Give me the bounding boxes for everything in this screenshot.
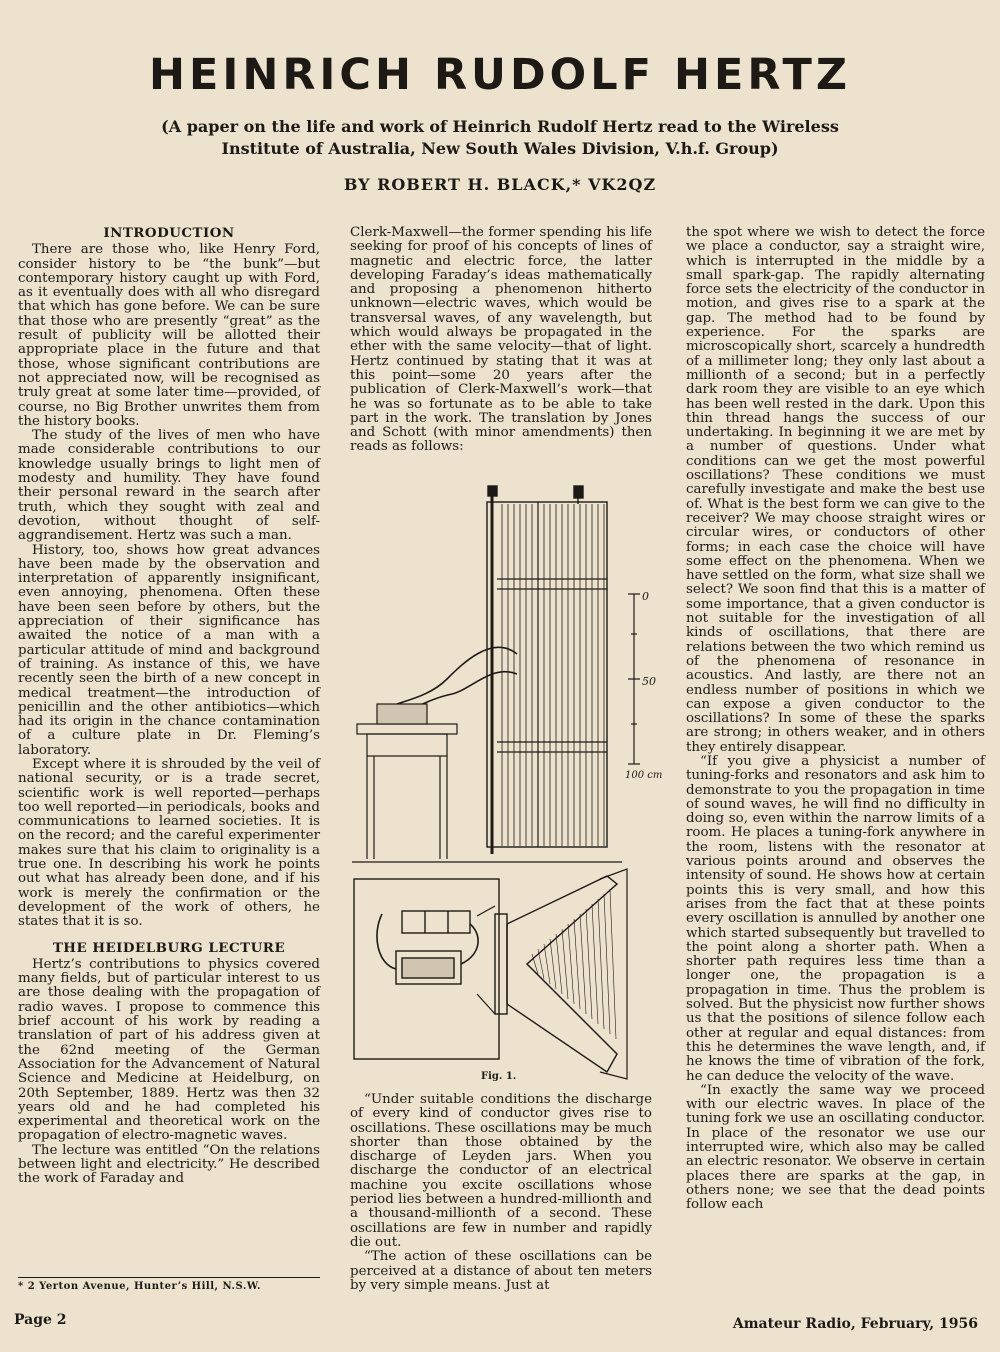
- hatch-line: [586, 909, 592, 1019]
- hatch-line: [538, 949, 544, 979]
- paragraph: The lecture was entitled “On the relations between light and electricity.” He described the work of Faraday and: [18, 1142, 320, 1187]
- paragraph: The study of the lives of men who have made considerable contributions to our knowledge usually brings to light men of modesty and humility. They have found their personal reward in the search after truth, which they sought with zeal and devotion, without thought of self-aggrandisement. Hertz was such a man.: [18, 428, 320, 544]
- reflector-slats: [502, 504, 604, 846]
- paragraph: Hertz’s contributions to physics covered many fields, but of particular interest to us are those dealing with the propagation of radio waves. I propose to commence this brief account of his work by reading a translation of part of his address given at the 62nd meeting of the German Association for the Advancement of Natural Science and Medicine at Heidelburg, on 20th September, 1889. Hertz was then 32 years old and he had completed his experimental and theoretical work on the propagation of electro-magnetic waves.: [18, 956, 320, 1144]
- hatch-line: [598, 899, 604, 1029]
- page-number: Page 2: [14, 1312, 67, 1328]
- scale-label-mid: 50: [642, 675, 656, 688]
- paragraph: History, too, shows how great advances have been made by the observation and interpretation of apparently insignificant, even annoying, phenomena. Often these have been seen before by others, but the appreciation of their significance has awaited the notice of a man with a particular attitude of mind and background of training. As instance of this, we have recently seen the birth of a new concept in medical treatment—the introduction of penicillin and the other antibiotics—which had its origin in the chance contamination of a culture plate in Dr. Fleming’s laboratory.: [18, 542, 320, 758]
- paragraph: “The action of these oscillations can be perceived at a distance of about ten meters by very simple means. Just at: [350, 1249, 652, 1293]
- column-1: [18, 226, 320, 1187]
- hatch-line: [562, 929, 568, 999]
- hatch-line: [580, 914, 586, 1014]
- article-byline: BY ROBERT H. BLACK,* VK2QZ: [343, 175, 657, 194]
- figure-caption: Fig. 1.: [481, 1071, 517, 1082]
- paragraph: “If you give a physicist a number of tuning-forks and resonators and ask him to demonstrate to you the propagation in time of sound waves, he will find no difficulty in doing so, even within the narrow limits of a room. He places a tuning-fork anywhere in the room, listens with the resonator at various points around and observes the intensity of sound. He shows how at certain points this is very small, and how this arises from the fact that at these points every oscillation is annulled by another one which started subsequently but travelled to the point along a shorter path. When a shorter path requires less time than a longer one, the propagation is a propagation in time. Thus the problem is solved. But the physicist now further shows us that the positions of silence follow each other at regular and equal distances: from this he determines the wave length, and, if he knows the time of vibration of the fork, he can deduce the velocity of the wave.: [686, 753, 985, 1084]
- hatch-line: [568, 924, 574, 1004]
- section-heading-lecture: THE HEIDELBURG LECTURE: [52, 939, 286, 956]
- scale-label-bottom: 100 cm: [625, 770, 662, 781]
- column-2-bottom: [350, 1093, 652, 1293]
- hatch-line: [574, 919, 580, 1009]
- reflector-frame: [487, 502, 607, 847]
- paragraph: “In exactly the same way we proceed with our electric waves. In place of the tuning fork we use an oscillating conductor. In place of the resonator we use our interrupted wire, which also may be called an electric resonator. We observe in certain places there are sparks at the gap, in others none; we see that the dead points follow each: [686, 1082, 985, 1213]
- author-footnote: * 2 Yerton Avenue, Hunter’s Hill, N.S.W.: [18, 1277, 320, 1292]
- hatch-line: [604, 894, 610, 1034]
- column-2-top: [350, 226, 652, 455]
- hatch-line: [610, 889, 616, 1039]
- paragraph: the spot where we wish to detect the force we place a conductor, say a straight wire, which is interrupted in the middle by a small spark-gap. The rapidly alternating force sets the electricity of the conductor in motion, and gives rise to a spark at the gap. The method had to be found by experience. For the sparks are microscopically short, scarcely a hundredth of a millimeter long; they only last about a millionth of a second; but in a perfectly dark room they are visible to an eye which has been well rested in the dark. Upon this thin thread hangs the success of our undertaking. In beginning it we are met by a number of questions. Under what conditions can we get the most powerful oscillations? These conditions we must carefully investigate and make the best use of. What is the best form we can give to the receiver? We may choose straight wires or circular wires, or conductors of other forms; in each case the choice will have some effect on the phenomena. When we have settled on the form, what size shall we select? We soon find that this is a matter of some importance, that a given conductor is not suitable for the investigation of all kinds of oscillations, that there are relations between the two which remind us of the phenomena of resonance in acoustics. And lastly, are there not an endless number of positions in which we can expose a given conductor to the oscillations? In some of these the sparks are strong; in others weaker, and in others they entirely disappear.: [686, 225, 985, 755]
- paragraph: Except where it is shrouded by the veil of national security, or is a trade secret, scientific work is well reported—perhaps too well reported—in periodicals, books and communications to learned societies. It is on the record; and the careful experimenter makes sure that his claim to originality is a true one. In describing his work he points out what has already been done, and if his work is merely the confirmation or the development of the work of others, he states that it is so.: [18, 756, 320, 930]
- paragraph: There are those who, like Henry Ford, consider history to be “the bunk”—but contemporary history caught up with Ford, as it eventually does with all who disregard that which has gone before. We can be sure that those who are presently “great” as the result of publicity will be allotted their appropriate place in the future and that those, whose significant contributions are not appreciated now, will be recognised as truly great at some later time—provided, of course, no Big Brother unwrites them from the history books.: [18, 242, 320, 429]
- column-3: [686, 226, 985, 1212]
- reflector-hatching: [532, 889, 616, 1039]
- publication-info: Amateur Radio, February, 1956: [732, 1316, 978, 1332]
- hatch-line: [550, 939, 556, 989]
- hatch-line: [592, 904, 598, 1024]
- article-title: HEINRICH RUDOLF HERTZ: [148, 50, 852, 100]
- figure-1-apparatus-drawing: [352, 484, 662, 1084]
- paragraph: “Under suitable conditions the discharge of every kind of conductor gives rise to oscillations. These oscillations may be much shorter than those obtained by the discharge of Leyden jars. When you discharge the conductor of an electrical machine you excite oscillations whose period lies between a hundred-millionth and a thousand-millionth of a second. These oscillations are few in number and rapidly die out.: [350, 1092, 652, 1250]
- plan-view-drawing: [354, 869, 627, 1079]
- hatch-line: [556, 934, 562, 994]
- paragraph: Clerk-Maxwell—the former spending his life seeking for proof of his concepts of lines of magnetic and electric force, the latter developing Faraday’s ideas mathematically and proposing a phenomenon hitherto unknown—electric waves, which would be transversal waves, of any wavelength, but which would always be propagated in the ether with the same velocity—that of light. Hertz continued by stating that it was at this point—some 20 years after the publication of Clerk-Maxwell’s work—that he was so fortunate as to be able to take part in the work. The translation by Jones and Schott (with minor amendments) then reads as follows:: [350, 225, 652, 455]
- scale-label-top: 0: [642, 590, 649, 603]
- section-heading-introduction: INTRODUCTION: [103, 225, 235, 241]
- apparatus-illustration: [352, 484, 662, 1084]
- article-subtitle: (A paper on the life and work of Heinrich Rudolf Hertz read to the Wireless Institute of Australia, New South Wales Division, V.h.f. Group): [161, 117, 839, 158]
- hatch-line: [544, 944, 550, 984]
